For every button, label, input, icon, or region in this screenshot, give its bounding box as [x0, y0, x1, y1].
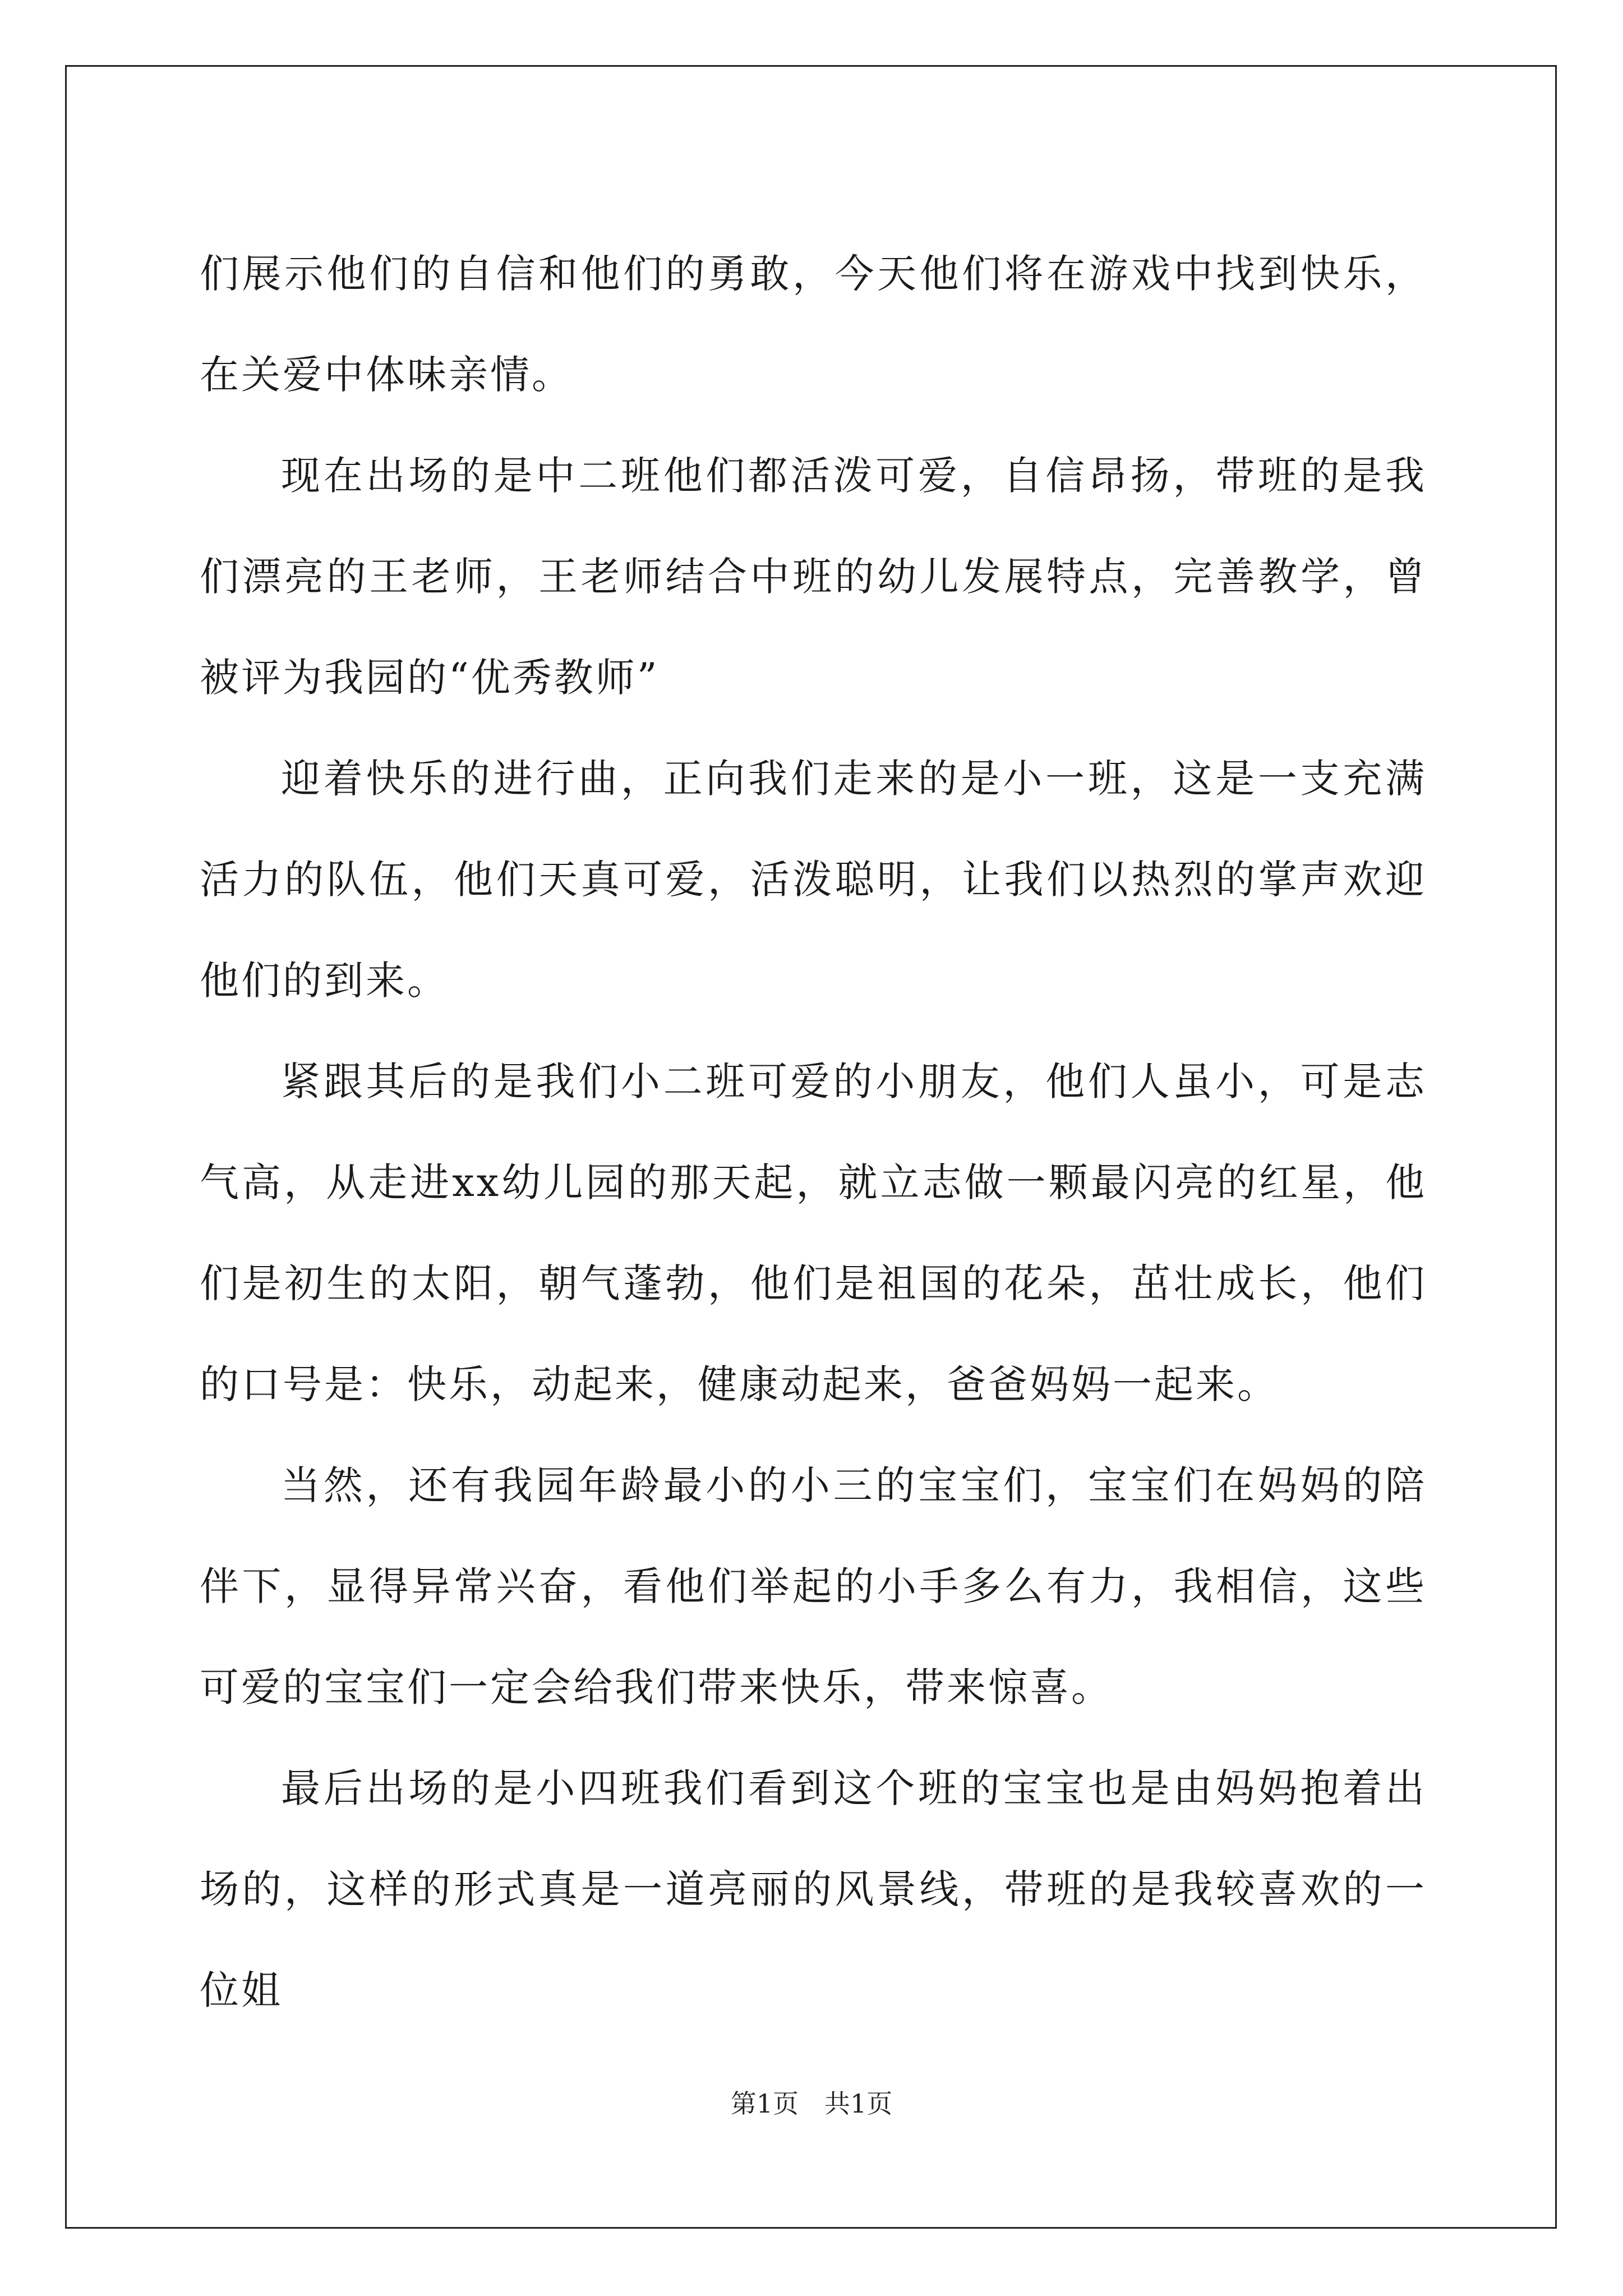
page-number-footer: 第1页 共1页 [730, 2088, 893, 2119]
paragraph-4: 紧跟其后的是我们小二班可爱的小朋友，他们人虽小，可是志气高，从走进xx幼儿园的那天起，就立志做一颗最闪亮的红星，他们是初生的太阳，朝气蓬勃，他们是祖国的花朵，茁壮成长，他们的口号是：快乐，动起来，健康动起来，爸爸妈妈一起来。 [200, 1059, 1427, 1407]
paragraph-1: 们展示他们的自信和他们的勇敢，今天他们将在游戏中找到快乐，在关爱中体味亲情。 [200, 251, 1427, 398]
paragraph-5: 当然，还有我园年龄最小的小三的宝宝们，宝宝们在妈妈的陪伴下，显得异常兴奋，看他们举起的小手多么有力，我相信，这些可爱的宝宝们一定会给我们带来快乐，带来惊喜。 [200, 1462, 1427, 1710]
paragraph-6: 最后出场的是小四班我们看到这个班的宝宝也是由妈妈抱着出场的，这样的形式真是一道亮丽的风景线，带班的是我较喜欢的一位姐 [200, 1765, 1427, 2013]
paragraph-3: 迎着快乐的进行曲，正向我们走来的是小一班，这是一支充满活力的队伍，他们天真可爱，活泼聪明，让我们以热烈的掌声欢迎他们的到来。 [200, 756, 1427, 1004]
document-body [200, 223, 1427, 2041]
paragraph-2: 现在出场的是中二班他们都活泼可爱，自信昂扬，带班的是我们漂亮的王老师，王老师结合中班的幼儿发展特点，完善教学，曾被评为我园的“优秀教师” [200, 453, 1427, 701]
